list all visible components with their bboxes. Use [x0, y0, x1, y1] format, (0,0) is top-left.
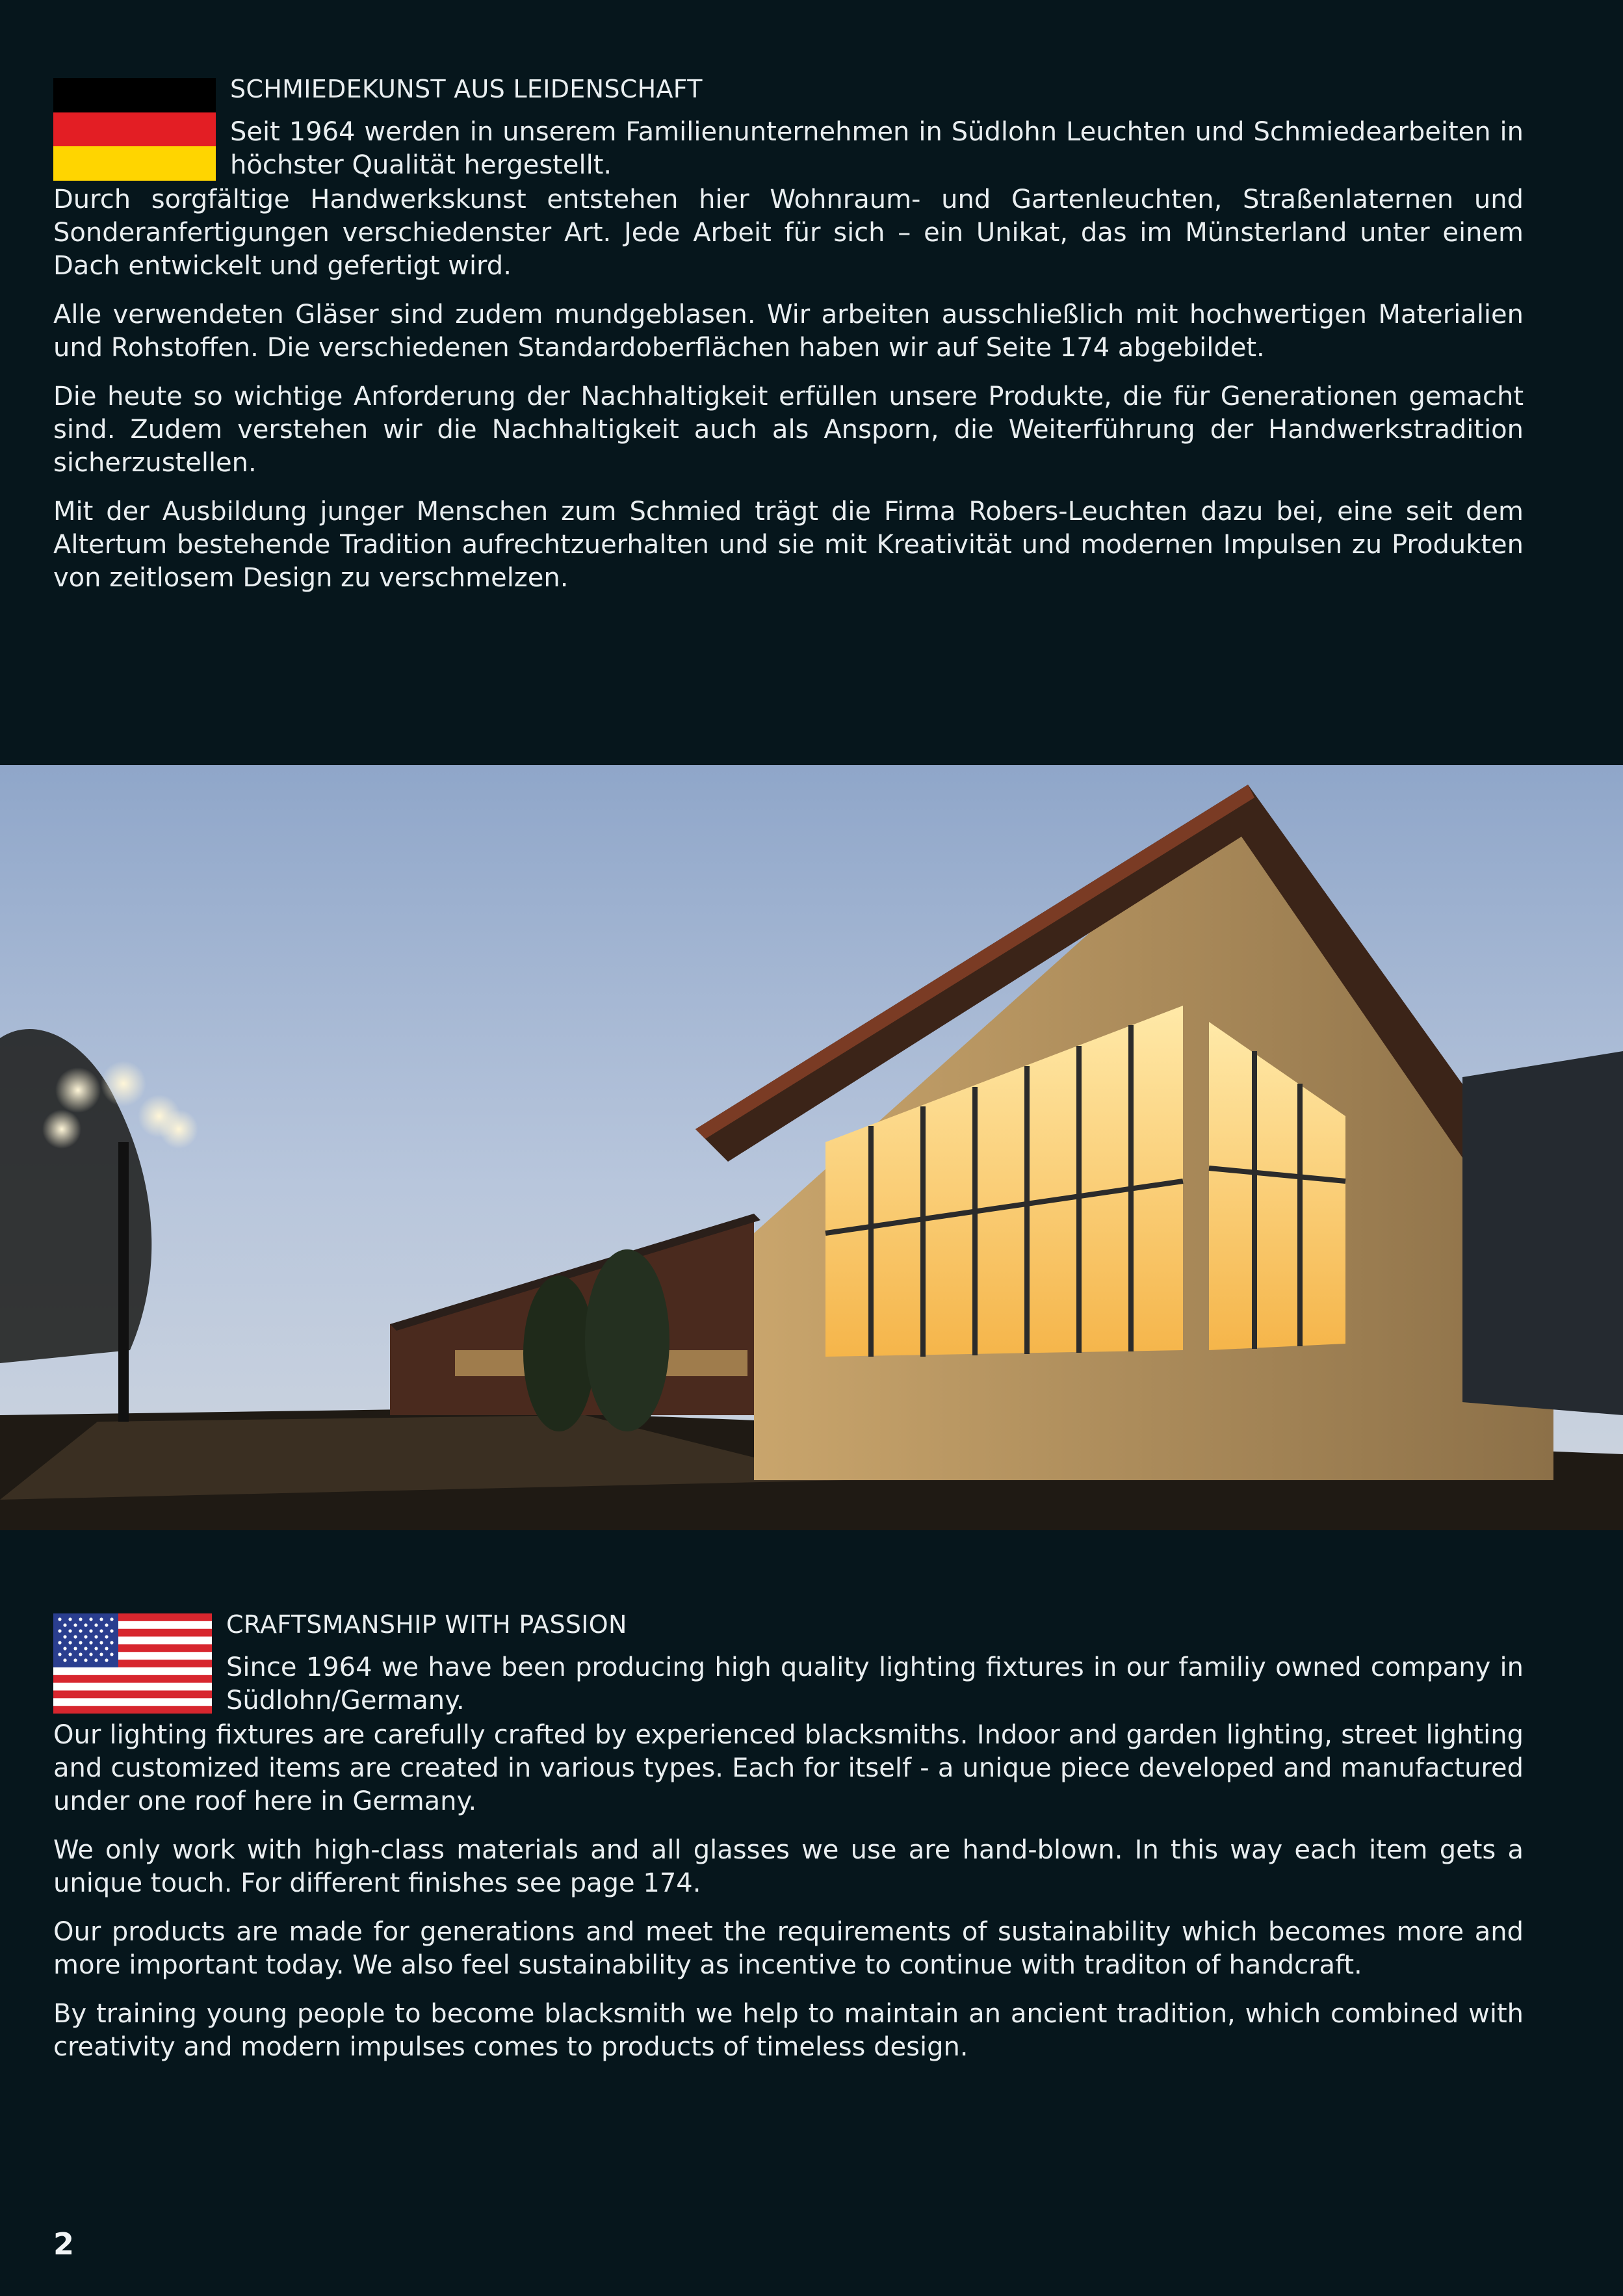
building-at-dusk-photo	[0, 765, 1623, 1530]
english-header	[53, 1608, 1524, 1719]
german-section	[53, 73, 1524, 610]
german-header	[53, 73, 1524, 183]
page-number: 2	[53, 2226, 75, 2262]
english-paragraph: By training young people to become blacksmith we help to maintain an ancient tradition, which combined with creativity and modern impulses comes to products of timeless design.	[53, 1999, 1524, 2062]
german-paragraph: Alle verwendeten Gläser sind zudem mundgeblasen. Wir arbeiten ausschließlich mit hochwertigen Materialien und Rohstoffen. Die verschiedenen Standardoberflächen haben wir auf Seite 174 abgebildet.	[53, 300, 1524, 363]
german-intro: Seit 1964 werden in unserem Familienunternehmen in Südlohn Leuchten und Schmiedearbeiten in höchster Qualität hergestellt.	[230, 117, 1524, 180]
english-paragraph: Our products are made for generations and meet the requirements of sustainability which becomes more and more important today. We also feel sustainability as incentive to continue with traditon of handcraft.	[53, 1917, 1524, 1980]
german-paragraph: Mit der Ausbildung junger Menschen zum Schmied trägt die Firma Robers-Leuchten dazu bei, eine seit dem Altertum bestehende Tradition aufrechtzuerhalten und sie mit Kreativität und modernen Impulsen zu Produkten von zeitlosem Design zu verschmelzen.	[53, 497, 1524, 593]
german-paragraph: Durch sorgfältige Handwerkskunst entstehen hier Wohnraum- und Gartenleuchten, Straßenlaternen und Sonderanfertigungen verschiedenster Art. Jede Arbeit für sich – ein Unikat, das im Münsterland unter einem Dach entwickelt und gefertigt wird.	[53, 185, 1524, 281]
english-paragraph: We only work with high-class materials and all glasses we use are hand-blown. In this way each item gets a unique touch. For different finishes see page 174.	[53, 1835, 1524, 1898]
usa-flag-icon	[53, 1613, 212, 1714]
german-paragraph: Die heute so wichtige Anforderung der Nachhaltigkeit erfüllen unsere Produkte, die für Generationen gemacht sind. Zudem verstehen wir die Nachhaltigkeit auch als Ansporn, die Weiterführung der Handwerkstradition sicherzustellen.	[53, 382, 1524, 478]
germany-flag-icon	[53, 78, 216, 181]
english-title: CRAFTSMANSHIP WITH PASSION	[226, 1610, 627, 1639]
english-intro: Since 1964 we have been producing high quality lighting fixtures in our familiy owned company in Südlohn/Germany.	[226, 1652, 1524, 1715]
english-section	[53, 1608, 1524, 2080]
german-title: SCHMIEDEKUNST AUS LEIDENSCHAFT	[230, 75, 703, 103]
english-paragraph: Our lighting fixtures are carefully crafted by experienced blacksmiths. Indoor and garden lighting, street lighting and customized items are created in various types. Each for itself - a unique piece developed and manufactured under one roof here in Germany.	[53, 1720, 1524, 1816]
